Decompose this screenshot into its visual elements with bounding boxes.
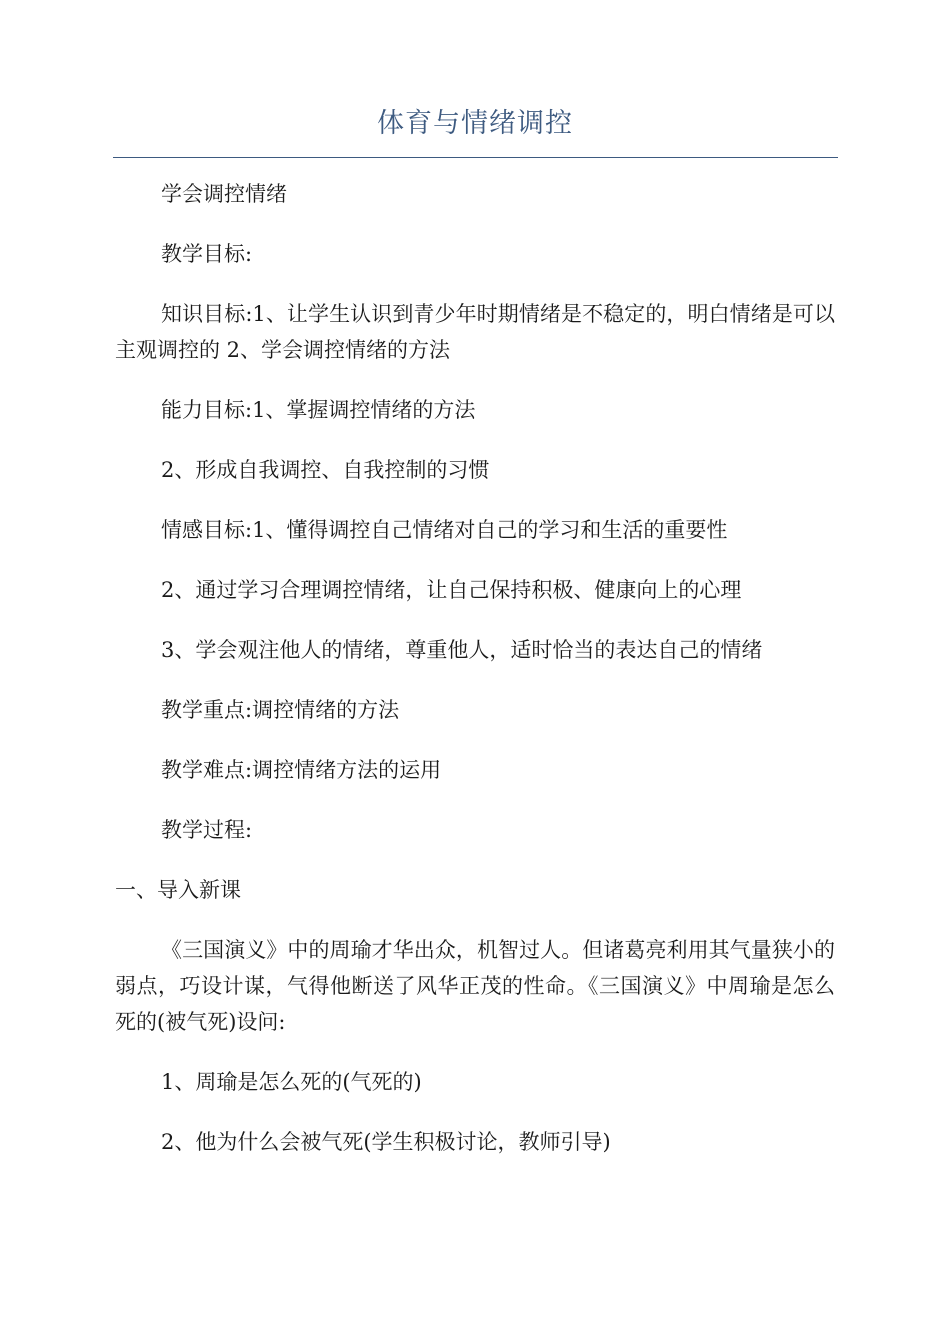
- paragraph-ability-goal: 能力目标:1、掌握调控情绪的方法: [161, 398, 476, 422]
- paragraph-key-point: 教学重点:调控情绪的方法: [161, 698, 400, 722]
- paragraph-teaching-goals: 教学目标:: [161, 242, 253, 266]
- section-heading-intro: 一、导入新课: [115, 878, 241, 902]
- paragraph-intro-story: 《三国演义》中的周瑜才华出众，机智过人。但诸葛亮利用其气量狭小的弱点，巧设计谋，气得他断送了风华正茂的性命。《三国演义》中周瑜是怎么死的(被气死)设问:: [115, 938, 835, 1034]
- paragraph-ability-goal-2: 2、形成自我调控、自我控制的习惯: [161, 458, 490, 482]
- paragraph-difficult-point: 教学难点:调控情绪方法的运用: [161, 758, 442, 782]
- paragraph-emotion-goal: 情感目标:1、懂得调控自己情绪对自己的学习和生活的重要性: [161, 518, 728, 542]
- paragraph-subtitle: 学会调控情绪: [161, 182, 287, 206]
- paragraph-process: 教学过程:: [161, 818, 253, 842]
- paragraph-question-1: 1、周瑜是怎么死的(气死的): [161, 1070, 422, 1094]
- paragraph-emotion-goal-3: 3、学会观注他人的情绪，尊重他人，适时恰当的表达自己的情绪: [161, 638, 763, 662]
- document-title: 体育与情绪调控: [377, 108, 573, 139]
- paragraph-emotion-goal-2: 2、通过学习合理调控情绪，让自己保持积极、健康向上的心理: [161, 578, 742, 602]
- paragraph-question-2: 2、他为什么会被气死(学生积极讨论，教师引导): [161, 1130, 611, 1154]
- document-body: [115, 176, 835, 1184]
- title-divider: [113, 157, 838, 158]
- paragraph-knowledge-goal: 知识目标:1、让学生认识到青少年时期情绪是不稳定的，明白情绪是可以主观调控的 2、学会调控情绪的方法: [115, 302, 835, 362]
